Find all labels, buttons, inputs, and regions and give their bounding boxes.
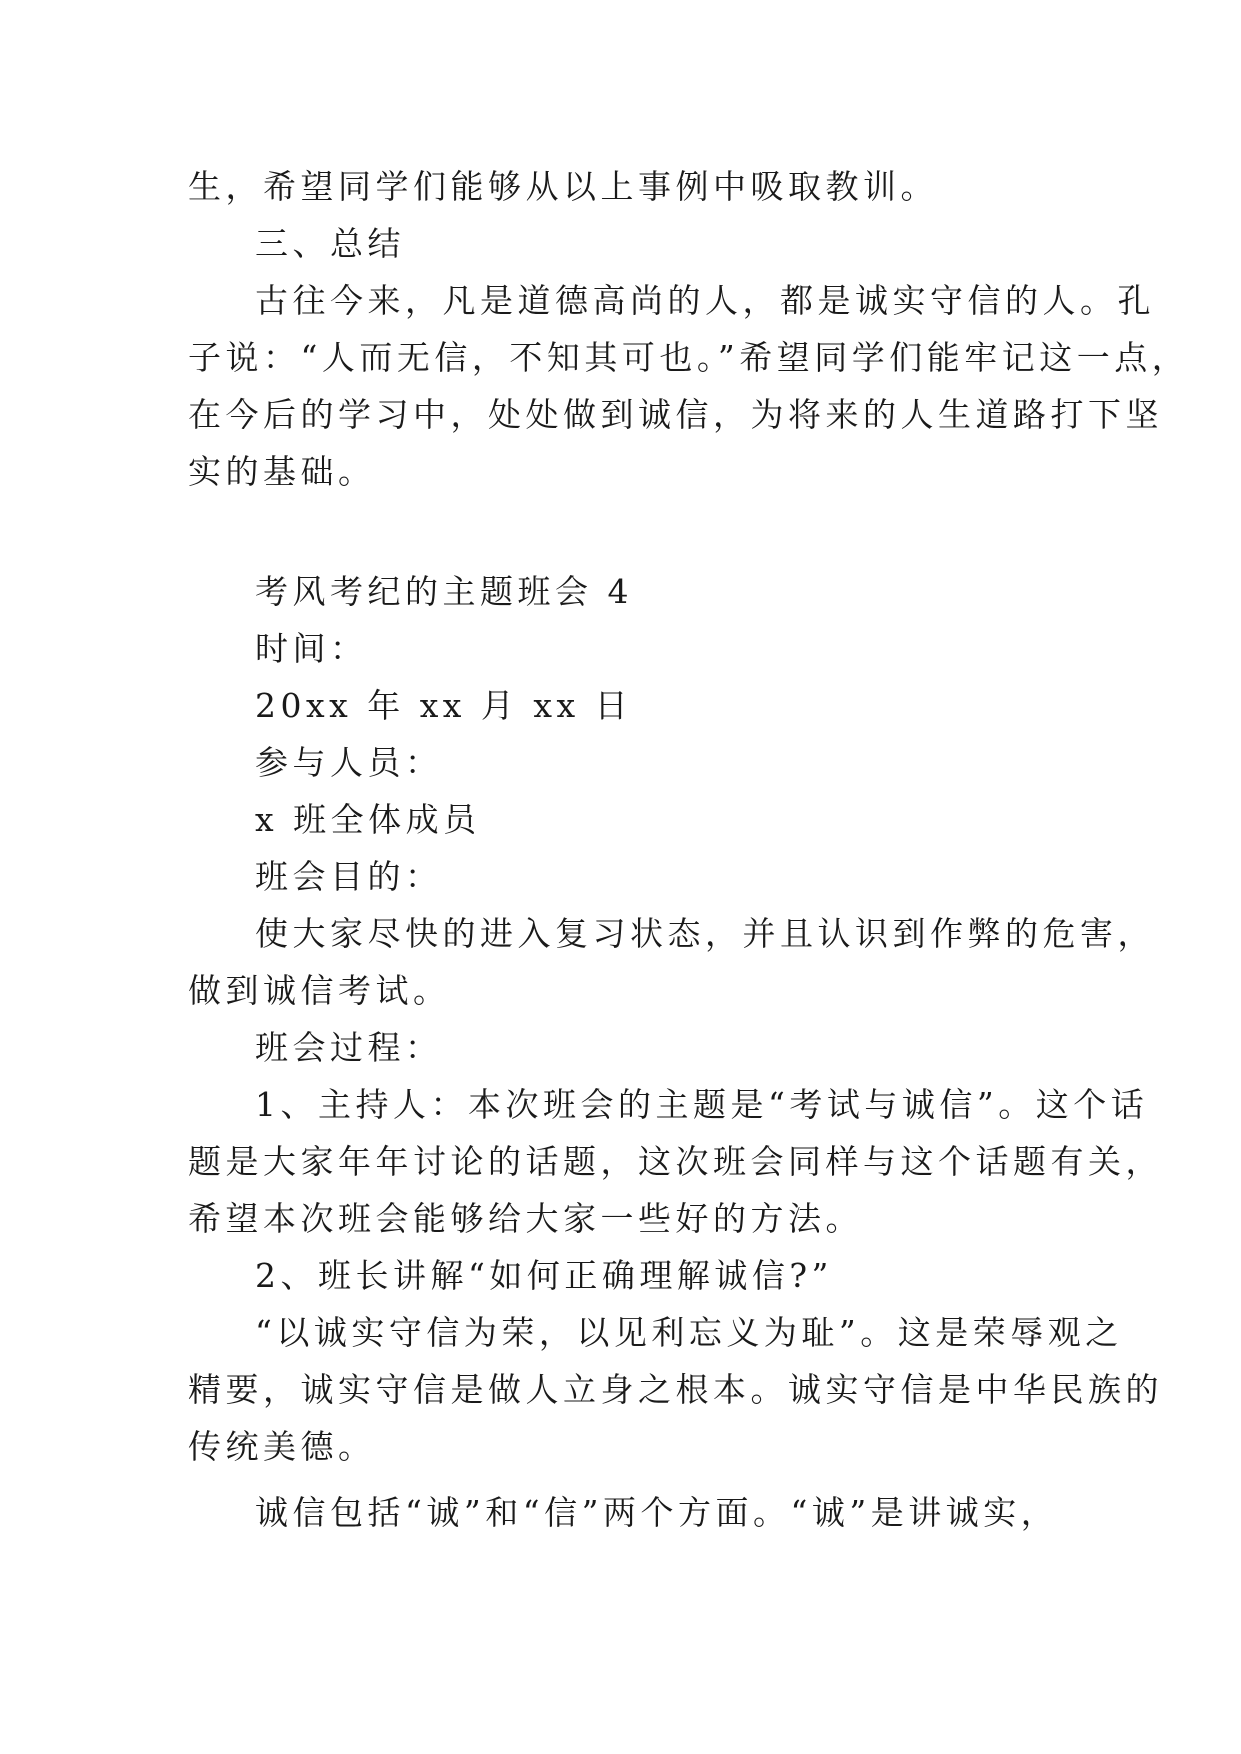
paragraph-line: 希望本次班会能够给大家一些好的方法。 [188,1199,863,1238]
paragraph-line: 诚信包括“诚”和“信”两个方面。“诚”是讲诚实， [255,1493,1059,1532]
value-line: 20xx 年 xx 月 xx 日 [255,686,633,725]
paragraph-line: 在今后的学习中，处处做到诚信，为将来的人生道路打下坚 [188,395,1163,434]
article-title: 考风考纪的主题班会 4 [255,572,633,611]
value-line: x 班全体成员 [255,800,481,839]
label-line: 参与人员： [255,743,443,782]
paragraph-line: 使大家尽快的进入复习状态，并且认识到作弊的危害， [255,914,1155,953]
paragraph-line: 做到诚信考试。 [188,971,451,1010]
label-line: 时间： [255,629,368,668]
paragraph-line: 精要，诚实守信是做人立身之根本。诚实守信是中华民族的 [188,1370,1163,1409]
label-line: 班会目的： [255,857,443,896]
paragraph-line: “以诚实守信为荣，以见利忘义为耻”。这是荣辱观之 [255,1313,1123,1352]
paragraph-line: 实的基础。 [188,452,376,491]
paragraph-line: 2、班长讲解“如何正确理解诚信?” [255,1256,833,1295]
paragraph-line: 题是大家年年讨论的话题，这次班会同样与这个话题有关， [188,1142,1163,1181]
paragraph-line: 1、主持人：本次班会的主题是“考试与诚信”。这个话 [255,1085,1149,1124]
paragraph-line: 古往今来，凡是道德高尚的人，都是诚实守信的人。孔 [255,281,1155,320]
paragraph-line: 子说：“人而无信，不知其可也。”希望同学们能牢记这一点， [188,338,1190,377]
text-line: 生，希望同学们能够从以上事例中吸取教训。 [188,167,938,206]
section-heading: 三、总结 [255,224,405,263]
paragraph-line: 传统美德。 [188,1427,376,1466]
label-line: 班会过程： [255,1028,443,1067]
